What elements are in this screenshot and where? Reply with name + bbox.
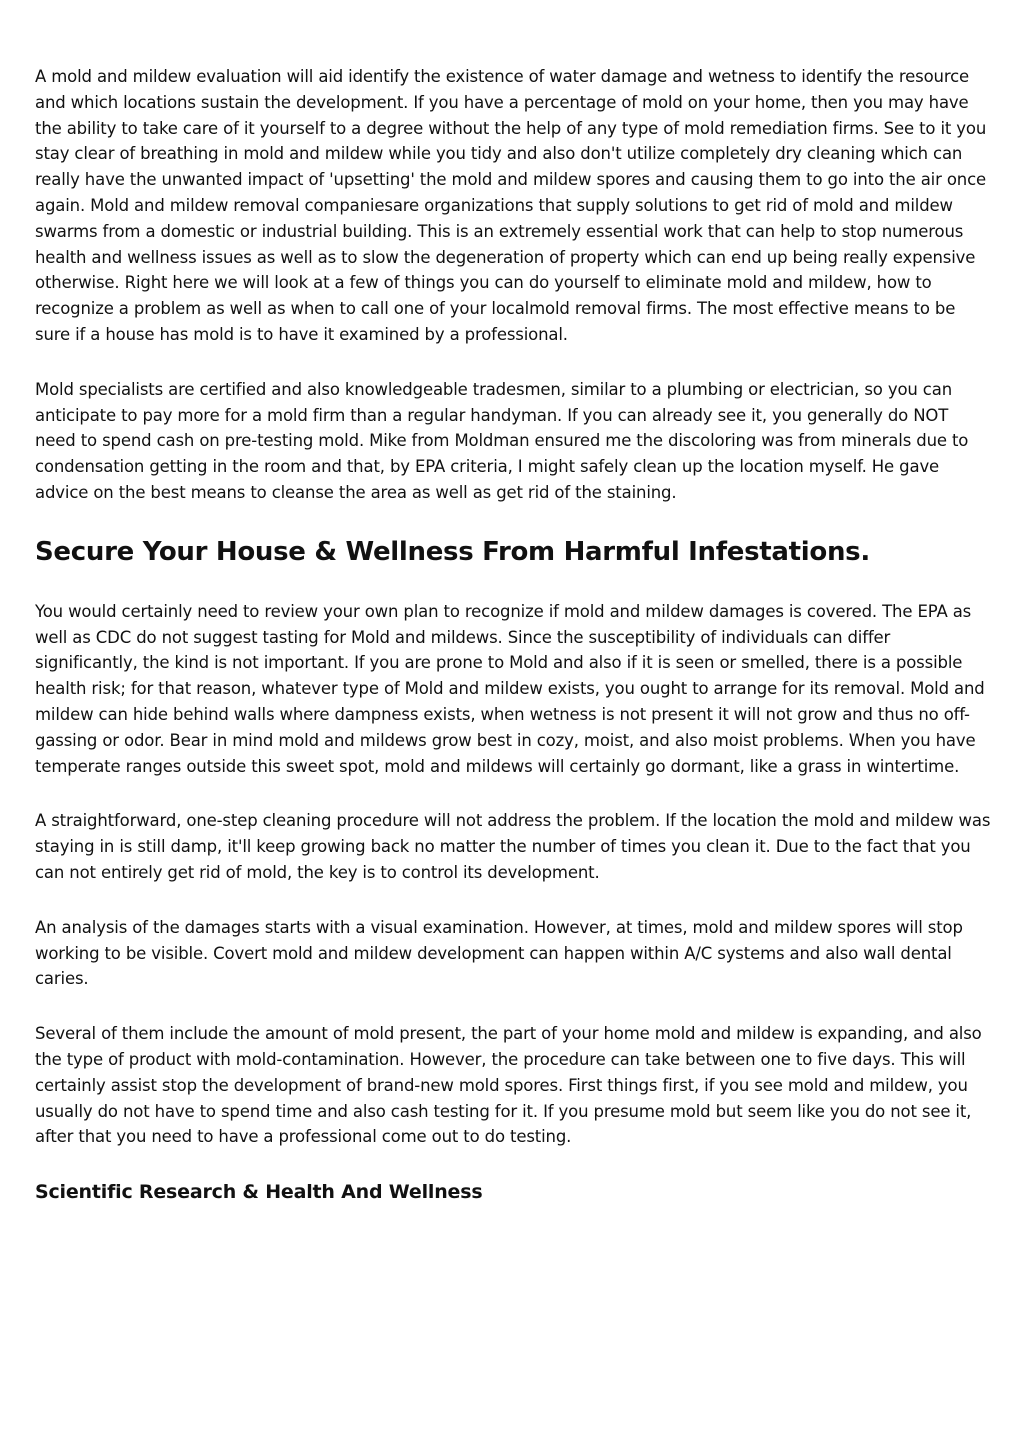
body-paragraph: You would certainly need to review your own plan to recognize if mold and mildew damages is covered. The EPA as well as CDC do not suggest tasting for Mold and mildews. Since the susceptibility of individuals can differ significantly, the kind is not important. If you are prone to Mold and also if it is seen or smelled, there is a possible health risk; for that reason, whatever type of Mold and mildew exists, you ought to arrange for its removal. Mold and mildew can hide behind walls where dampness exists, when wetness is not present it will not grow and thus no off-gassing or odor. Bear in mind mold and mildews grow best in cozy, moist, and also moist problems. When you have temperate ranges outside this sweet spot, mold and mildews will certainly go dormant, like a grass in wintertime. — [35, 601, 985, 776]
body-paragraph: A straightforward, one-step cleaning procedure will not address the problem. If the location the mold and mildew was staying in is still damp, it'll keep growing back no matter the number of times you clean it. Due to the fact that you can not entirely get rid of mold, the key is to control its development. — [35, 811, 991, 882]
body-paragraph: Mold specialists are certified and also knowledgeable tradesmen, similar to a plumbing or electrician, so you can anticipate to pay more for a mold firm than a regular handyman. If you can already see it, you generally do NOT need to spend cash on pre-testing mold. Mike from Moldman ensured me the discoloring was from minerals due to condensation getting in the room and that, by EPA criteria, I might safely clean up the location myself. He gave advice on the best means to cleanse the area as well as get rid of the staining. — [35, 379, 969, 502]
document-page — [35, 64, 991, 1205]
body-paragraph: An analysis of the damages starts with a visual examination. However, at times, mold and mildew spores will stop working to be visible. Covert mold and mildew development can happen within A/C systems and also wall dental caries. — [35, 917, 963, 989]
body-paragraph: Several of them include the amount of mold present, the part of your home mold and mildew is expanding, and also the type of product with mold-contamination. However, the procedure can take between one to five days. This will certainly assist stop the development of brand-new mold spores. First things first, if you see mold and mildew, you usually do not have to spend time and also cash testing for it. If you presume mold but seem like you do not see it, after that you need to have a professional come out to do testing. — [35, 1024, 982, 1147]
section-heading: Secure Your House & Wellness From Harmful Infestations. — [35, 536, 870, 567]
subsection-heading: Scientific Research & Health And Wellness — [35, 1181, 483, 1204]
body-paragraph: A mold and mildew evaluation will aid identify the existence of water damage and wetness to identify the resource and which locations sustain the development. If you have a percentage of mold on your home, then you may have the ability to take care of it yourself to a degree without the help of any type of mold remediation firms. See to it you stay clear of breathing in mold and mildew while you tidy and also don't utilize completely dry cleaning which can really have the unwanted impact of 'upsetting' the mold and mildew spores and causing them to go into the air once again. Mold and mildew removal companiesare organizations that supply solutions to get rid of mold and mildew swarms from a domestic or industrial building. This is an extremely essential work that can help to stop numerous health and wellness issues as well as to slow the degeneration of property which can end up being really expensive otherwise. Right here we will look at a few of things you can do yourself to eliminate mold and mildew, how to recognize a problem as well as when to call one of your localmold removal firms. The most effective means to be sure if a house has mold is to have it examined by a professional. — [35, 67, 987, 344]
